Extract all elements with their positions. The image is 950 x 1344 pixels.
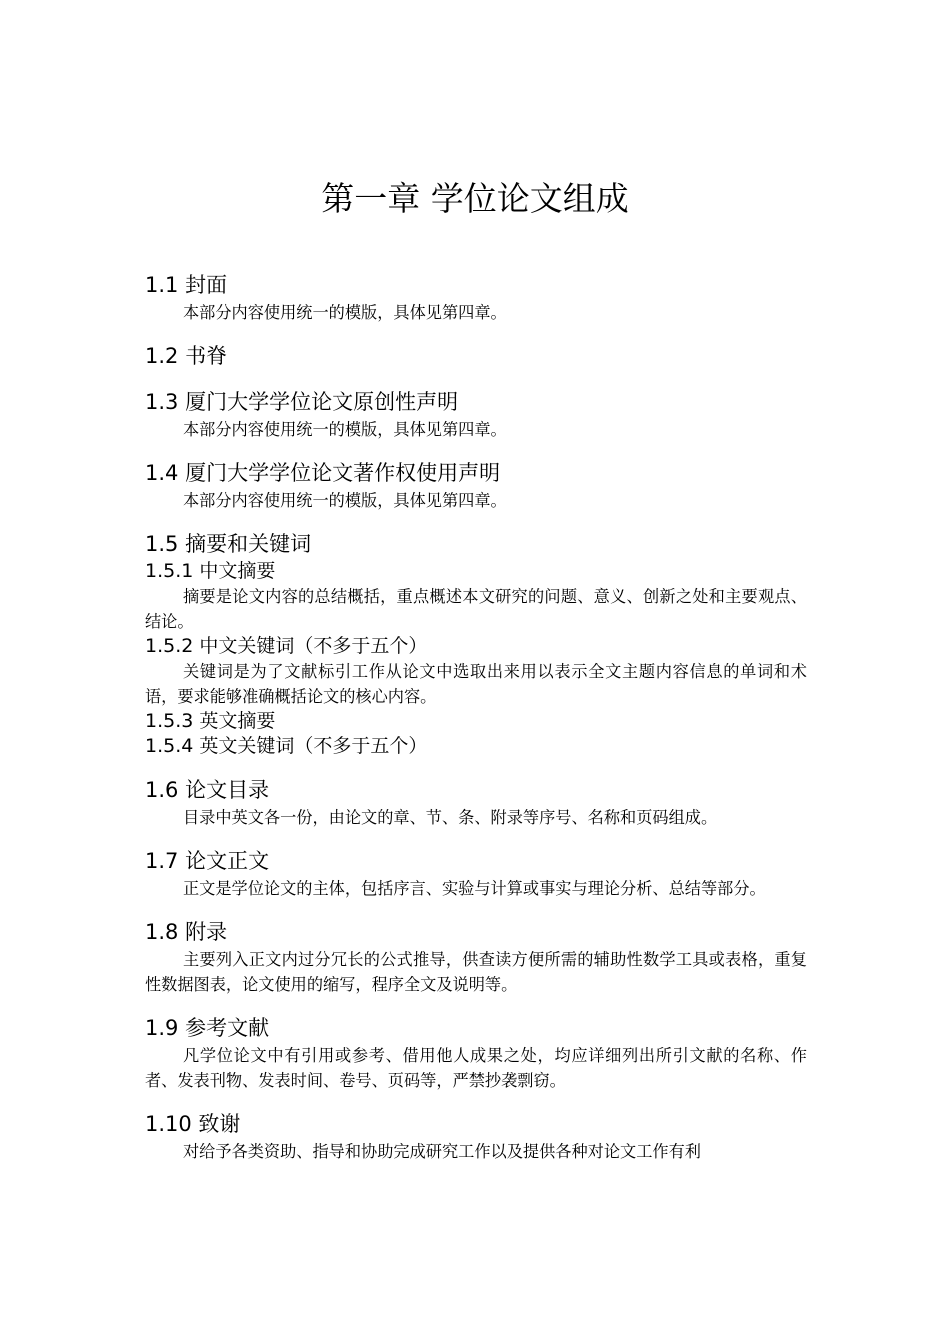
section-heading: 1.4 厦门大学学位论文著作权使用声明 [145, 461, 501, 485]
section-table-of-contents [145, 775, 807, 830]
section-paragraph: 凡学位论文中有引用或参考、借用他人成果之处，均应详细列出所引文献的名称、作者、发表刊物、发表时间、卷号、页码等，严禁抄袭剽窃。 [145, 1046, 807, 1090]
section-abstract-keywords [145, 529, 807, 759]
section-paragraph: 本部分内容使用统一的模版，具体见第四章。 [183, 303, 507, 322]
subsection-heading: 1.5.4 英文关键词（不多于五个） [145, 735, 428, 757]
section-cover [145, 270, 807, 325]
section-heading: 1.10 致谢 [145, 1112, 241, 1136]
document-body [145, 270, 807, 1164]
section-paragraph: 目录中英文各一份，由论文的章、节、条、附录等序号、名称和页码组成。 [183, 808, 718, 827]
section-paragraph: 正文是学位论文的主体，包括序言、实验与计算或事实与理论分析、总结等部分。 [183, 879, 766, 898]
section-paragraph: 对给予各类资助、指导和协助完成研究工作以及提供各种对论文工作有利 [183, 1142, 701, 1161]
section-heading: 1.7 论文正文 [145, 849, 270, 873]
section-heading: 1.3 厦门大学学位论文原创性声明 [145, 390, 459, 414]
section-references [145, 1013, 807, 1093]
section-heading: 1.6 论文目录 [145, 778, 270, 802]
section-heading: 1.5 摘要和关键词 [145, 532, 312, 556]
chapter-title: 第一章 学位论文组成 [321, 179, 629, 218]
section-paragraph: 本部分内容使用统一的模版，具体见第四章。 [183, 491, 507, 510]
subsection-heading: 1.5.2 中文关键词（不多于五个） [145, 635, 428, 657]
subsection-heading: 1.5.1 中文摘要 [145, 560, 276, 582]
section-originality-statement [145, 387, 807, 442]
section-main-text [145, 846, 807, 901]
section-acknowledgements [145, 1109, 807, 1164]
subsection-paragraph: 关键词是为了文献标引工作从论文中选取出来用以表示全文主题内容信息的单词和术语，要求能够准确概括论文的核心内容。 [145, 662, 807, 706]
section-paragraph: 本部分内容使用统一的模版，具体见第四章。 [183, 420, 507, 439]
section-heading: 1.9 参考文献 [145, 1016, 270, 1040]
section-heading: 1.8 附录 [145, 920, 228, 944]
section-copyright-statement [145, 458, 807, 513]
section-paragraph: 主要列入正文内过分冗长的公式推导，供查读方便所需的辅助性数学工具或表格，重复性数据图表，论文使用的缩写，程序全文及说明等。 [145, 950, 807, 994]
section-spine [145, 341, 807, 371]
subsection-paragraph: 摘要是论文内容的总结概括，重点概述本文研究的问题、意义、创新之处和主要观点、结论。 [145, 587, 807, 631]
section-appendix [145, 917, 807, 997]
section-heading: 1.2 书脊 [145, 344, 228, 368]
section-heading: 1.1 封面 [145, 273, 228, 297]
subsection-heading: 1.5.3 英文摘要 [145, 710, 276, 732]
